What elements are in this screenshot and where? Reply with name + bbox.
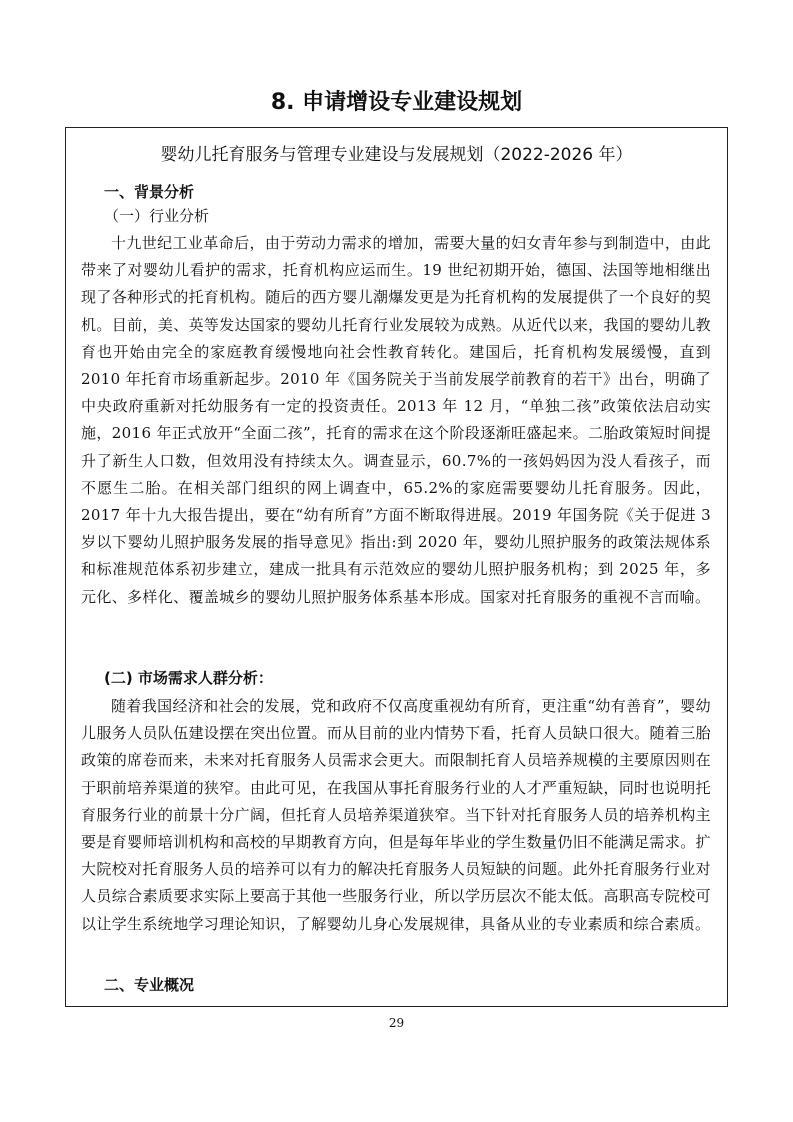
document-title: 婴幼儿托育服务与管理专业建设与发展规划（2022-2026 年） <box>160 145 633 165</box>
paragraph-market-demand: 随着我国经济和社会的发展，党和政府不仅高度重视幼有所育，更注重“幼有善育”，婴幼儿服务人员队伍建设摆在突出位置。而从目前的业内情势下看，托育人员缺口很大。随着三胎政策的席卷而来，未来对托育服务人员需求会更大。而限制托育人员培养规模的主要原因则在于职前培养渠道的狭窄。由此可见，在我国从事托育服务行业的人才严重短缺，同时也说明托育服务行业的前景十分广阔，但托育人员培养渠道狭窄。当下针对托育服务人员的培养机构主要是育婴师培训机构和高校的早期教育方向，但是每年毕业的学生数量仍旧不能满足需求。扩大院校对托育服务人员的培养可以有力的解决托育服务人员短缺的问题。此外托育服务行业对人员综合素质要求实际上要高于其他一些服务行业，所以学历层次不能太低。高职高专院校可以让学生系统地学习理论知识，了解婴幼儿身心发展规律，具备从业的专业素质和综合素质。 <box>81 697 711 933</box>
subsection-heading-market-demand: (二) 市场需求人群分析： <box>104 669 273 687</box>
page-heading: 8. 申请增设专业建设规划 <box>270 90 523 115</box>
section-heading-program-overview: 二、专业概况 <box>104 976 195 994</box>
page-number: 29 <box>388 1016 405 1030</box>
paragraph-industry-analysis: 十九世纪工业革命后，由于劳动力需求的增加，需要大量的妇女青年参与到制造中，由此带来了对婴幼儿看护的需求，托育机构应运而生。19 世纪初期开始，德国、法国等地相继出现了各种形式的托育机构。随后的西方婴儿潮爆发更是为托育机构的发展提供了一个良好的契机。目前，美、英等发达国家的婴幼儿托育行业发展较为成熟。从近代以来，我国的婴幼儿教育也开始由完全的家庭教育缓慢地向社会性教育转化。建国后，托育机构发展缓慢，直到 2010 年托育市场重新起步。2010 年《国务院关于当前发展学前教育的若干》出台，明确了中央政府重新对托幼服务有一定的投资责任。2013 年 12 月，“单独二孩”政策依法启动实施，2016 年正式放开“全面二孩”，托育的需求在这个阶段逐渐旺盛起来。二胎政策短时间提升了新生人口数，但效用没有持续太久。调查显示，60.7%的一孩妈妈因为没人看孩子，而不愿生二胎。在相关部门组织的网上调查中，65.2%的家庭需要婴幼儿托育服务。因此，2017 年十九大报告提出，要在“幼有所育”方面不断取得进展。2019 年国务院《关于促进 3 岁以下婴幼儿照护服务发展的指导意见》指出:到 2020 年，婴幼儿照护服务的政策法规体系和标准规范体系初步建立，建成一批具有示范效应的婴幼儿照护服务机构；到 2025 年，多元化、多样化、覆盖城乡的婴幼儿照护服务体系基本形成。国家对托育服务的重视不言而喻。 <box>81 234 711 606</box>
document-frame <box>65 127 728 1007</box>
section-heading-background: 一、背景分析 <box>104 183 195 201</box>
subsection-heading-industry: （一）行业分析 <box>104 207 210 225</box>
